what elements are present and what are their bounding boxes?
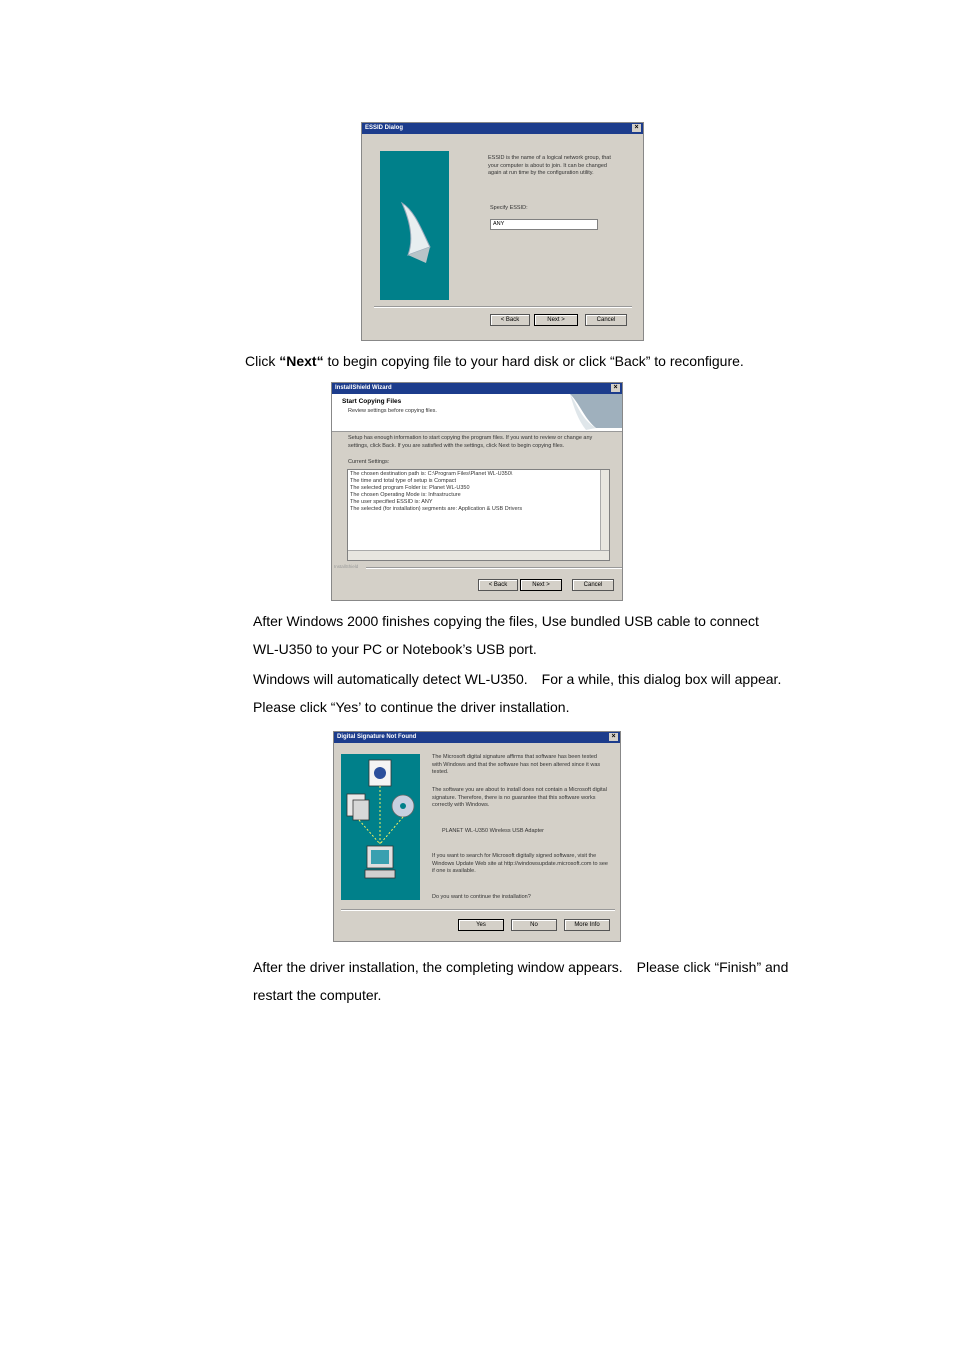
signature-text-missing: The software you are about to install does not contain a Microsoft digital signature. Therefore, there is no guarantee that this software works correctly with Windows. bbox=[432, 787, 607, 808]
essid-divider bbox=[374, 306, 632, 308]
signature-text-windows-update: If you want to search for Microsoft digitally signed software, visit the Windows Update Web site at http://windowsupdate.microsoft.com to see if one is available. bbox=[432, 853, 608, 874]
installshield-dialog-screenshot bbox=[331, 382, 623, 601]
caption-click-suffix: to begin copying file to your hard disk or click “Back” to reconfigure. bbox=[323, 353, 744, 369]
next-button[interactable]: Next > bbox=[534, 314, 578, 326]
header-title: Start Copying Files bbox=[342, 398, 402, 405]
more-info-button[interactable]: More Info bbox=[564, 919, 610, 931]
settings-line: The chosen destination path is: C:\Program Files\Planet WL-U350\ bbox=[350, 471, 513, 477]
wizard-header bbox=[332, 394, 623, 432]
installshield-brand: InstallShield bbox=[334, 564, 359, 569]
cancel-button[interactable]: Cancel bbox=[585, 314, 627, 326]
current-settings-label: Current Settings: bbox=[348, 459, 390, 465]
signature-question: Do you want to continue the installation? bbox=[432, 894, 531, 900]
settings-line: The selected program Folder is: Planet WL-U350 bbox=[350, 485, 470, 491]
settings-line: The chosen Operating Mode is: Infrastructure bbox=[350, 492, 461, 498]
paragraph-connect-line-1: After Windows 2000 finishes copying the files, Use bundled USB cable to connect bbox=[253, 613, 759, 629]
signature-side-panel bbox=[341, 754, 420, 900]
paragraph-connect-line-2: WL-U350 to your PC or Notebook’s USB port. bbox=[253, 641, 537, 657]
horizontal-scrollbar[interactable] bbox=[348, 550, 609, 560]
header-subtitle: Review settings before copying files. bbox=[348, 408, 437, 414]
essid-dialog-title: ESSID Dialog bbox=[365, 125, 404, 131]
digital-signature-dialog-screenshot bbox=[333, 731, 621, 942]
digital-signature-title: Digital Signature Not Found bbox=[337, 734, 417, 740]
digital-signature-titlebar bbox=[334, 732, 620, 743]
signature-device-name: PLANET WL-U350 Wireless USB Adapter bbox=[442, 828, 544, 834]
wizard-side-panel bbox=[380, 151, 449, 300]
signature-text-affirms: The Microsoft digital signature affirms that software has been tested with Windows and that the software has not been altered since it was tested. bbox=[432, 754, 601, 775]
settings-line: The user specified ESSID is: ANY bbox=[350, 499, 433, 505]
install-intro-text: Setup has enough information to start copying the program files. If you want to review or change any settings, click Back. If you are satisfied with the settings, click Next to begin copying files. bbox=[348, 435, 593, 449]
settings-line: The selected (for installation) segments are: Application & USB Drivers bbox=[350, 506, 523, 512]
caption-click-next bbox=[245, 352, 744, 370]
paragraph-finish-line-1: After the driver installation, the completing window appears. Please click “Finish” and bbox=[253, 959, 789, 975]
essid-field-label: Specify ESSID: bbox=[490, 205, 528, 211]
caption-next-emphasis: “Next“ bbox=[279, 353, 324, 369]
page-curl-icon bbox=[380, 151, 449, 300]
paragraph-detect-line: Windows will automatically detect WL-U350. For a while, this dialog box will appear. bbox=[253, 671, 782, 687]
back-button[interactable]: < Back bbox=[478, 579, 518, 591]
cancel-button[interactable]: Cancel bbox=[572, 579, 614, 591]
no-button[interactable]: No bbox=[511, 919, 557, 931]
close-icon[interactable]: × bbox=[611, 384, 620, 392]
hardware-install-illustration-icon bbox=[341, 754, 420, 900]
next-button[interactable]: Next > bbox=[520, 579, 562, 591]
installshield-divider bbox=[366, 567, 622, 569]
caption-click-prefix: Click bbox=[245, 353, 280, 369]
signature-divider bbox=[341, 909, 615, 911]
close-icon[interactable]: × bbox=[609, 733, 618, 741]
essid-dialog-titlebar bbox=[362, 123, 643, 134]
essid-input[interactable]: ANY bbox=[490, 219, 598, 230]
page-curl-icon bbox=[562, 394, 623, 431]
close-icon[interactable]: × bbox=[632, 124, 641, 132]
paragraph-click-yes-line: Please click “Yes’ to continue the driver installation. bbox=[253, 699, 570, 715]
installshield-title: InstallShield Wizard bbox=[335, 385, 392, 391]
essid-dialog-screenshot bbox=[361, 122, 644, 341]
paragraph-finish-line-2: restart the computer. bbox=[253, 987, 382, 1003]
yes-button[interactable]: Yes bbox=[458, 919, 504, 931]
settings-line: The time and total type of setup is Compact bbox=[350, 478, 457, 484]
essid-description: ESSID is the name of a logical network group, that your computer is about to join. It can be changed again at run time by the configuration utility. bbox=[488, 155, 611, 176]
vertical-scrollbar[interactable] bbox=[600, 470, 609, 550]
back-button[interactable]: < Back bbox=[490, 314, 530, 326]
installshield-titlebar bbox=[332, 383, 622, 394]
current-settings-box[interactable] bbox=[347, 469, 610, 561]
